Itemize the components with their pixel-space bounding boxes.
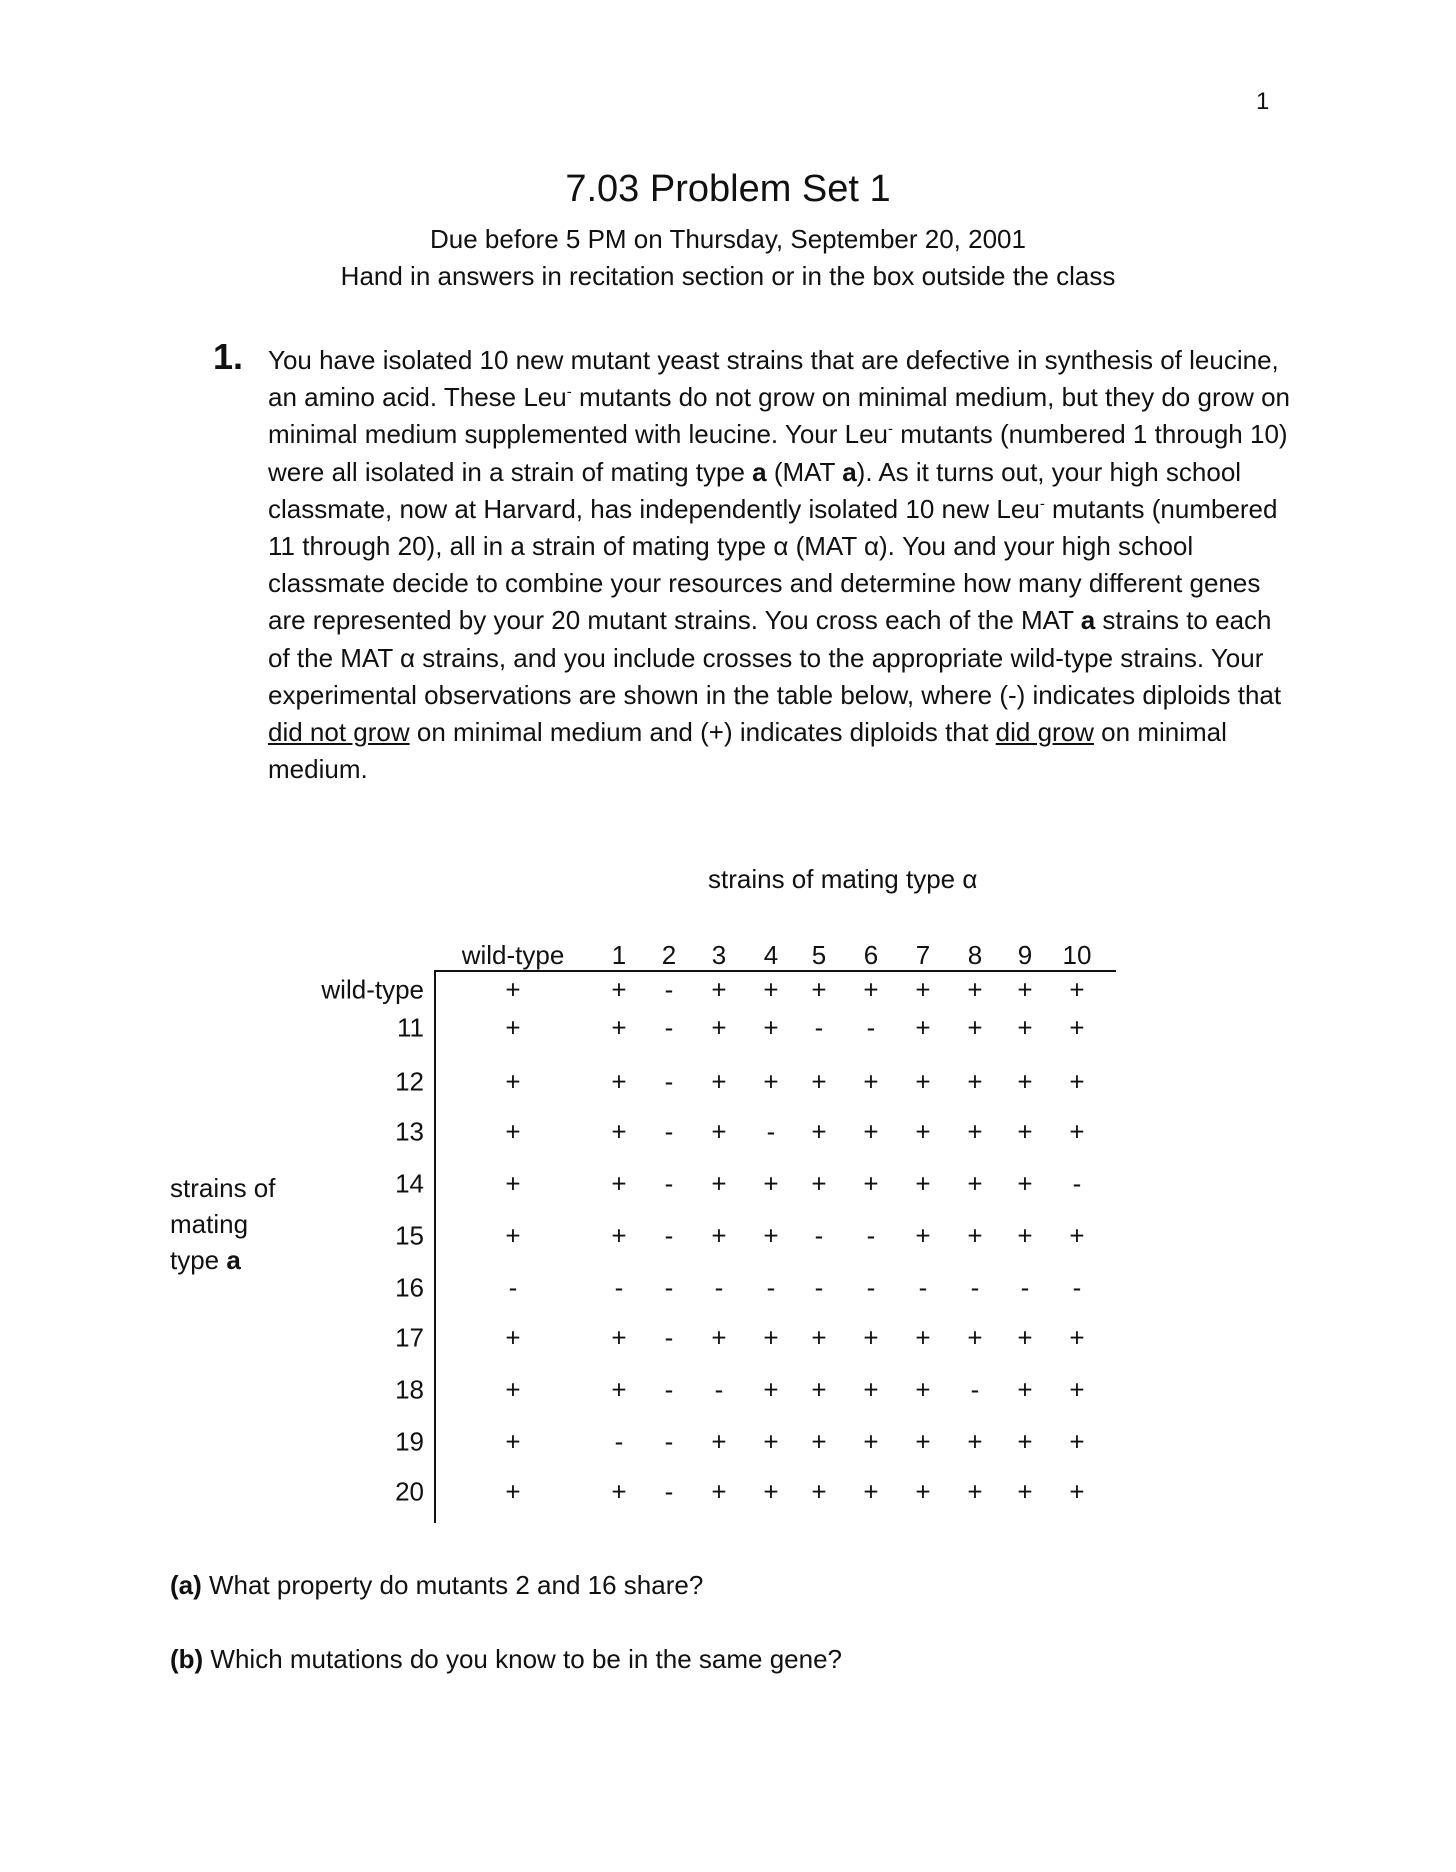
table-cell: - <box>664 1168 674 1199</box>
table-cell: + <box>967 974 983 1005</box>
table-cell: - <box>664 1374 674 1405</box>
table-cell: + <box>763 974 779 1005</box>
question-part-b <box>170 1644 842 1675</box>
table-cell: + <box>863 1168 879 1199</box>
row-label-18: 18 <box>395 1374 424 1405</box>
question-text-part7: strains to each of the MAT α strains, and you include crosses to the appropriate wild-type strains. Your experimental observations are shown in the table below, where (-) indicates diploids that <box>268 605 1282 710</box>
table-cell: + <box>1017 1374 1033 1405</box>
table-cell: - <box>614 1272 624 1303</box>
part-a-label: (a) <box>170 1570 202 1600</box>
table-cell: - <box>664 1426 674 1457</box>
a-strains-label <box>170 1170 370 1278</box>
table-cell: + <box>967 1220 983 1251</box>
table-cell: + <box>711 1116 727 1147</box>
table-cell: - <box>814 1012 824 1043</box>
table-cell: + <box>863 1116 879 1147</box>
column-header-7: 7 <box>915 940 931 970</box>
table-cell: + <box>611 974 627 1005</box>
column-header-1: 1 <box>611 940 627 970</box>
table-cell: + <box>1069 1476 1085 1507</box>
table-cell: - <box>664 1116 674 1147</box>
table-cell: - <box>664 1322 674 1353</box>
table-cell: + <box>611 1012 627 1043</box>
question-text-part3: mutants (numbered 1 through 10) were all isolated in a strain of mating type <box>268 419 1288 487</box>
table-cell: - <box>766 1272 776 1303</box>
table-cell: + <box>611 1322 627 1353</box>
table-cell: + <box>505 1374 521 1405</box>
question-text-part1: You have isolated 10 new mutant yeast strains that are defective in synthesis of leucine, an amino acid. These Leu <box>268 345 1279 413</box>
column-header-10: 10 <box>1062 940 1092 970</box>
part-b-label: (b) <box>170 1644 204 1674</box>
row-label-17: 17 <box>395 1322 424 1353</box>
table-cell: + <box>611 1220 627 1251</box>
row-label-19: 19 <box>395 1426 424 1457</box>
table-cell: + <box>811 1426 827 1457</box>
table-cell: + <box>611 1168 627 1199</box>
table-cell: - <box>664 1272 674 1303</box>
superscript-minus: - <box>1039 495 1045 513</box>
table-cell: + <box>505 1116 521 1147</box>
question-text-part6: mutants (numbered 11 through 20), all in a strain of mating type α (MAT α). You and your high school classmate decide to combine your resources and determine how many different genes are represented by your 20 mutant strains. You cross each of the MAT <box>268 493 1278 636</box>
question-text <box>268 342 1298 788</box>
table-cell: + <box>915 1168 931 1199</box>
table-cell: - <box>1020 1272 1030 1303</box>
table-cell: + <box>967 1426 983 1457</box>
table-cell: + <box>763 1426 779 1457</box>
column-header-wild-type: wild-type <box>461 940 565 970</box>
table-cell: + <box>1069 1066 1085 1097</box>
table-cell: + <box>811 1374 827 1405</box>
table-cell: + <box>863 974 879 1005</box>
table-cell: + <box>967 1322 983 1353</box>
table-cell: - <box>1072 1168 1082 1199</box>
table-cell: + <box>505 1220 521 1251</box>
superscript-minus: - <box>566 383 572 401</box>
table-cell: + <box>915 1116 931 1147</box>
table-cell: + <box>967 1168 983 1199</box>
table-cell: + <box>763 1476 779 1507</box>
table-cell: + <box>763 1374 779 1405</box>
table-cell: + <box>711 1168 727 1199</box>
alpha-strains-header: strains of mating type α <box>708 864 978 894</box>
column-header-4: 4 <box>763 940 779 970</box>
table-cell: + <box>611 1476 627 1507</box>
table-cell: + <box>1017 1116 1033 1147</box>
table-row-rule <box>434 970 436 1523</box>
question-text-part5: ). As it turns out, your high school classmate, now at Harvard, has independently isolated 10 new Leu <box>268 456 1242 524</box>
column-header-9: 9 <box>1017 940 1033 970</box>
table-cell: - <box>814 1272 824 1303</box>
mating-type-a: a <box>1080 605 1096 636</box>
page-number: 1 <box>1256 88 1270 115</box>
table-cell: + <box>863 1066 879 1097</box>
question-text-part8: on minimal medium and (+) indicates diploids that <box>409 717 996 748</box>
table-cell: + <box>915 1426 931 1457</box>
table-cell: + <box>1017 974 1033 1005</box>
table-cell: + <box>505 1476 521 1507</box>
underlined-did-not-grow: did not grow <box>268 717 410 748</box>
a-strains-label-line3: type <box>170 1245 227 1275</box>
column-header-2: 2 <box>661 940 677 970</box>
table-cell: + <box>1017 1168 1033 1199</box>
table-cell: + <box>967 1476 983 1507</box>
mating-type-a: a <box>842 456 857 487</box>
table-cell: + <box>1069 1012 1085 1043</box>
table-cell: - <box>664 974 674 1005</box>
due-date: Due before 5 PM on Thursday, September 20, 2001 <box>430 224 1026 254</box>
table-cell: + <box>505 1066 521 1097</box>
question-text-part9: on minimal medium. <box>268 717 1227 785</box>
table-cell: + <box>811 1168 827 1199</box>
table-cell: - <box>866 1272 876 1303</box>
table-cell: + <box>915 1066 931 1097</box>
table-cell: + <box>967 1066 983 1097</box>
table-cell: + <box>863 1476 879 1507</box>
table-cell: + <box>711 1012 727 1043</box>
table-cell: + <box>711 1322 727 1353</box>
table-cell: - <box>918 1272 928 1303</box>
table-cell: + <box>505 1012 521 1043</box>
row-label-11: 11 <box>397 1012 424 1043</box>
table-cell: - <box>614 1426 624 1457</box>
table-cell: + <box>763 1322 779 1353</box>
table-cell: + <box>1017 1066 1033 1097</box>
question-part-a <box>170 1570 703 1601</box>
table-cell: - <box>714 1272 724 1303</box>
mating-type-a: a <box>752 456 767 487</box>
table-cell: + <box>811 1116 827 1147</box>
page-title: 7.03 Problem Set 1 <box>565 168 891 210</box>
table-cell: + <box>811 1322 827 1353</box>
table-cell: + <box>763 1220 779 1251</box>
table-cell: - <box>866 1220 876 1251</box>
table-cell: + <box>505 1168 521 1199</box>
table-cell: - <box>664 1476 674 1507</box>
table-cell: + <box>1017 1012 1033 1043</box>
question-text-part4: (MAT <box>766 456 843 487</box>
table-cell: + <box>763 1012 779 1043</box>
row-label-20: 20 <box>395 1476 424 1507</box>
part-a-text: What property do mutants 2 and 16 share? <box>201 1570 704 1600</box>
table-cell: - <box>766 1116 776 1147</box>
a-strains-label-line1: strains of <box>170 1173 276 1203</box>
table-header-rule <box>434 970 1116 972</box>
hand-in-instructions: Hand in answers in recitation section or in the box outside the class <box>340 261 1116 291</box>
table-cell: - <box>866 1012 876 1043</box>
table-cell: - <box>664 1066 674 1097</box>
column-header-3: 3 <box>711 940 727 970</box>
table-cell: + <box>1017 1322 1033 1353</box>
table-cell: + <box>711 1426 727 1457</box>
row-label-12: 12 <box>395 1066 424 1097</box>
table-cell: + <box>1069 1220 1085 1251</box>
table-cell: + <box>1069 1374 1085 1405</box>
row-label-16: 16 <box>395 1272 424 1303</box>
table-cell: + <box>1017 1220 1033 1251</box>
table-cell: + <box>505 974 521 1005</box>
row-label-14: 14 <box>395 1168 424 1199</box>
table-cell: + <box>915 1476 931 1507</box>
question-text-part2: mutants do not grow on minimal medium, but they do grow on minimal medium supplemented with leucine. Your Leu <box>268 382 1290 450</box>
a-strains-label-bold: a <box>226 1245 241 1275</box>
question-number: 1. <box>213 336 244 377</box>
table-cell: - <box>664 1220 674 1251</box>
table-cell: + <box>915 1220 931 1251</box>
table-cell: + <box>967 1012 983 1043</box>
table-cell: + <box>1017 1476 1033 1507</box>
row-label-15: 15 <box>395 1220 424 1251</box>
table-cell: + <box>711 1066 727 1097</box>
table-cell: - <box>970 1272 980 1303</box>
table-cell: + <box>915 1012 931 1043</box>
underlined-did-grow: did grow <box>995 717 1094 748</box>
table-cell: + <box>763 1066 779 1097</box>
table-cell: + <box>863 1322 879 1353</box>
table-cell: - <box>814 1220 824 1251</box>
table-cell: + <box>811 1476 827 1507</box>
column-header-8: 8 <box>967 940 983 970</box>
table-cell: - <box>664 1012 674 1043</box>
column-header-5: 5 <box>811 940 827 970</box>
table-cell: + <box>711 974 727 1005</box>
table-cell: + <box>711 1220 727 1251</box>
table-cell: + <box>505 1426 521 1457</box>
table-cell: + <box>863 1374 879 1405</box>
part-b-text: Which mutations do you know to be in the same gene? <box>203 1644 843 1674</box>
table-cell: + <box>611 1374 627 1405</box>
table-cell: - <box>714 1374 724 1405</box>
table-cell: + <box>1017 1426 1033 1457</box>
table-cell: + <box>915 974 931 1005</box>
table-cell: - <box>508 1272 518 1303</box>
table-cell: - <box>1072 1272 1082 1303</box>
a-strains-label-line2: mating <box>170 1209 249 1239</box>
table-cell: + <box>863 1426 879 1457</box>
table-cell: - <box>970 1374 980 1405</box>
superscript-minus: - <box>888 420 894 438</box>
row-label-13: 13 <box>395 1116 424 1147</box>
table-cell: + <box>811 974 827 1005</box>
table-cell: + <box>611 1066 627 1097</box>
table-cell: + <box>1069 974 1085 1005</box>
row-label-wild-type: wild-type <box>321 974 424 1005</box>
table-cell: + <box>967 1116 983 1147</box>
table-cell: + <box>811 1066 827 1097</box>
table-cell: + <box>711 1476 727 1507</box>
table-cell: + <box>763 1168 779 1199</box>
table-cell: + <box>1069 1116 1085 1147</box>
table-cell: + <box>1069 1322 1085 1353</box>
table-cell: + <box>505 1322 521 1353</box>
table-cell: + <box>611 1116 627 1147</box>
column-header-6: 6 <box>863 940 879 970</box>
table-cell: + <box>1069 1426 1085 1457</box>
table-cell: + <box>915 1374 931 1405</box>
table-cell: + <box>915 1322 931 1353</box>
